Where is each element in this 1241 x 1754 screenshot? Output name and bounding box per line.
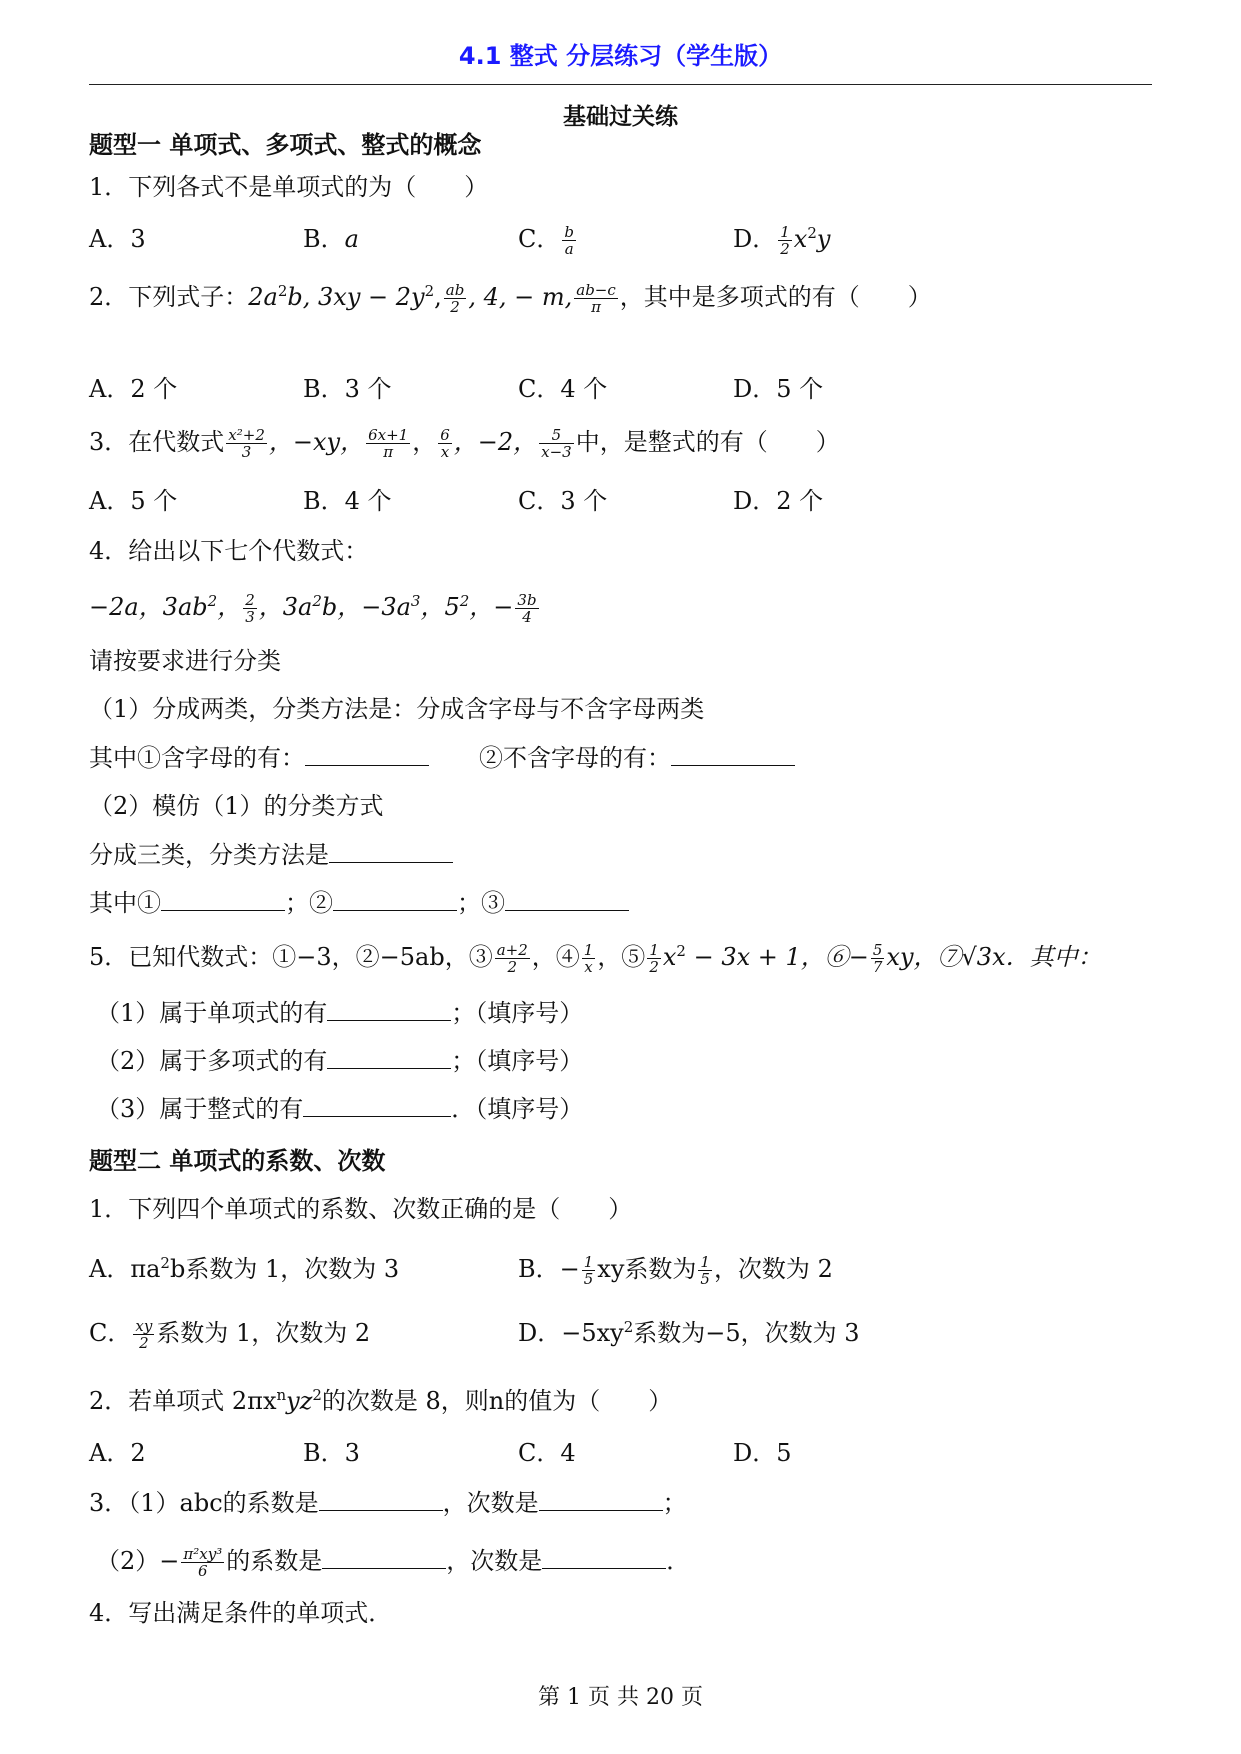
t1-q2-option-d: D．5 个 (733, 375, 824, 403)
t1-q1-option-a: A．3 (89, 225, 146, 253)
t1-q3-option-b: B．4 个 (303, 487, 392, 515)
answer-blank[interactable] (505, 888, 629, 911)
t1-q3-option-c: C．3 个 (518, 487, 608, 515)
answer-blank[interactable] (161, 888, 285, 911)
t1-q5-part2: （2）属于多项式的有 ；（填序号） (96, 1047, 584, 1075)
document-title: 4.1 整式 分层练习（学生版） (458, 42, 783, 70)
t1-q3-option-a: A．5 个 (89, 487, 178, 515)
answer-blank[interactable] (327, 998, 451, 1021)
t1-q2-option-b: B．3 个 (303, 375, 392, 403)
t2-q1-option-a: A．$\pi a^2b$系数为 1，次数为 3 (89, 1254, 400, 1283)
t1-q2-option-a: A．2 个 (89, 375, 178, 403)
answer-blank[interactable] (333, 888, 457, 911)
t2-q2-option-a: A．2 (89, 1439, 146, 1467)
t1-q4-part2-method: 分成三类，分类方法是 (89, 838, 453, 872)
t1-q2-stem: 2．下列式子：$2a^2b$, $3xy - 2y^2$, $\frac{ab}{2}$ , 4, − m, $\frac{ab-c}{\pi}$ ，其中是多项式的有（ ） (89, 281, 932, 316)
t1-q5-part1: （1）属于单项式的有 ；（填序号） (96, 999, 584, 1027)
answer-blank[interactable] (542, 1546, 666, 1569)
t1-q1-option-d: D． $\frac{1}{2}$ $x^2y$ (733, 223, 831, 258)
t1-q4-expressions: −2a，$3ab^2$， $\frac{2}{3}$ ，$3a^2b$，$-3a^3$，$5^2$，− $\frac{3b}{4}$ (89, 591, 537, 626)
t1-q2-option-c: C．4 个 (518, 375, 608, 403)
t2-q1-stem: 1．下列四个单项式的系数、次数正确的是（ ） (89, 1195, 633, 1223)
t2-q3-part1: 3．（1）abc的系数是 ，次数是 ； (89, 1489, 687, 1517)
answer-blank[interactable] (322, 1546, 446, 1569)
t2-q1-option-c: C． $\frac{xy}{2}$ 系数为 1，次数为 2 (89, 1317, 371, 1352)
t2-q2-option-d: D．5 (733, 1439, 792, 1467)
t1-q4-part2-answers: 其中① ；② ；③ (89, 886, 629, 920)
t2-q4-stem: 4．写出满足条件的单项式． (89, 1599, 393, 1627)
t1-q4-part1-answers: 其中①含字母的有： ②不含字母的有： (89, 741, 795, 775)
t1-q4-part2: （2）模仿（1）的分类方式 (89, 792, 384, 820)
t2-q3-part2: （2）− $\frac{\text{π²xy³}}{6}$ 的系数是 ，次数是 ． (96, 1545, 691, 1580)
t1-q1-option-c: C． $\frac{b}{a}$ (518, 223, 574, 258)
answer-blank[interactable] (539, 1488, 663, 1511)
answer-blank[interactable] (319, 1488, 443, 1511)
page-footer: 第 1 页 共 20 页 (538, 1685, 703, 1710)
t2-q2-stem: 2．若单项式 $2\pi x^nyz^2$的次数是 8，则n的值为（ ） (89, 1386, 673, 1415)
t1-q4-part1: （1）分成两类，分类方法是：分成含字母与不含字母两类 (89, 695, 705, 723)
answer-blank[interactable] (305, 743, 429, 766)
type1-heading: 题型一 单项式、多项式、整式的概念 (89, 131, 482, 159)
t1-q5-stem: 5．已知代数式：①−3，②−5ab，③ $\frac{a+2}{2}$ ，④ $\frac{1}{x}$ ，⑤ $\frac{1}{2}$ $x^2 - 3x + 1$，⑥− $\frac{5}{7}$ xy，⑦√3x．其中： (89, 941, 1102, 976)
t2-q2-option-c: C．4 (518, 1439, 576, 1467)
answer-blank[interactable] (303, 1094, 451, 1117)
t2-q1-option-d: D．$-5xy^2$系数为−5，次数为 3 (518, 1318, 860, 1347)
answer-blank[interactable] (327, 1046, 451, 1069)
t1-q4-ask: 请按要求进行分类 (89, 647, 281, 675)
t1-q1-option-b: B．a (303, 225, 359, 253)
t1-q3-stem: 3．在代数式 $\frac{\text{x²+2}}{3}$ ，−xy， $\frac{6x+1}{\pi}$ ， $\frac{6}{x}$ ，−2， $\frac{5}{x-3}$ 中，是整式的有（ ） (89, 426, 840, 461)
section-title: 基础过关练 (563, 104, 678, 130)
header-rule (89, 84, 1152, 85)
type2-heading: 题型二 单项式的系数、次数 (89, 1147, 386, 1175)
t2-q1-option-b: B．− $\frac{1}{5}$ xy系数为 $\frac{1}{5}$ ，次数为 2 (518, 1253, 833, 1288)
t1-q3-option-d: D．2 个 (733, 487, 824, 515)
answer-blank[interactable] (671, 743, 795, 766)
t2-q2-option-b: B．3 (303, 1439, 360, 1467)
answer-blank[interactable] (329, 840, 453, 863)
t1-q1-stem: 1．下列各式不是单项式的为（ ） (89, 173, 489, 201)
t1-q4-stem: 4．给出以下七个代数式： (89, 537, 369, 565)
t1-q5-part3: （3）属于整式的有 ．（填序号） (96, 1095, 584, 1123)
